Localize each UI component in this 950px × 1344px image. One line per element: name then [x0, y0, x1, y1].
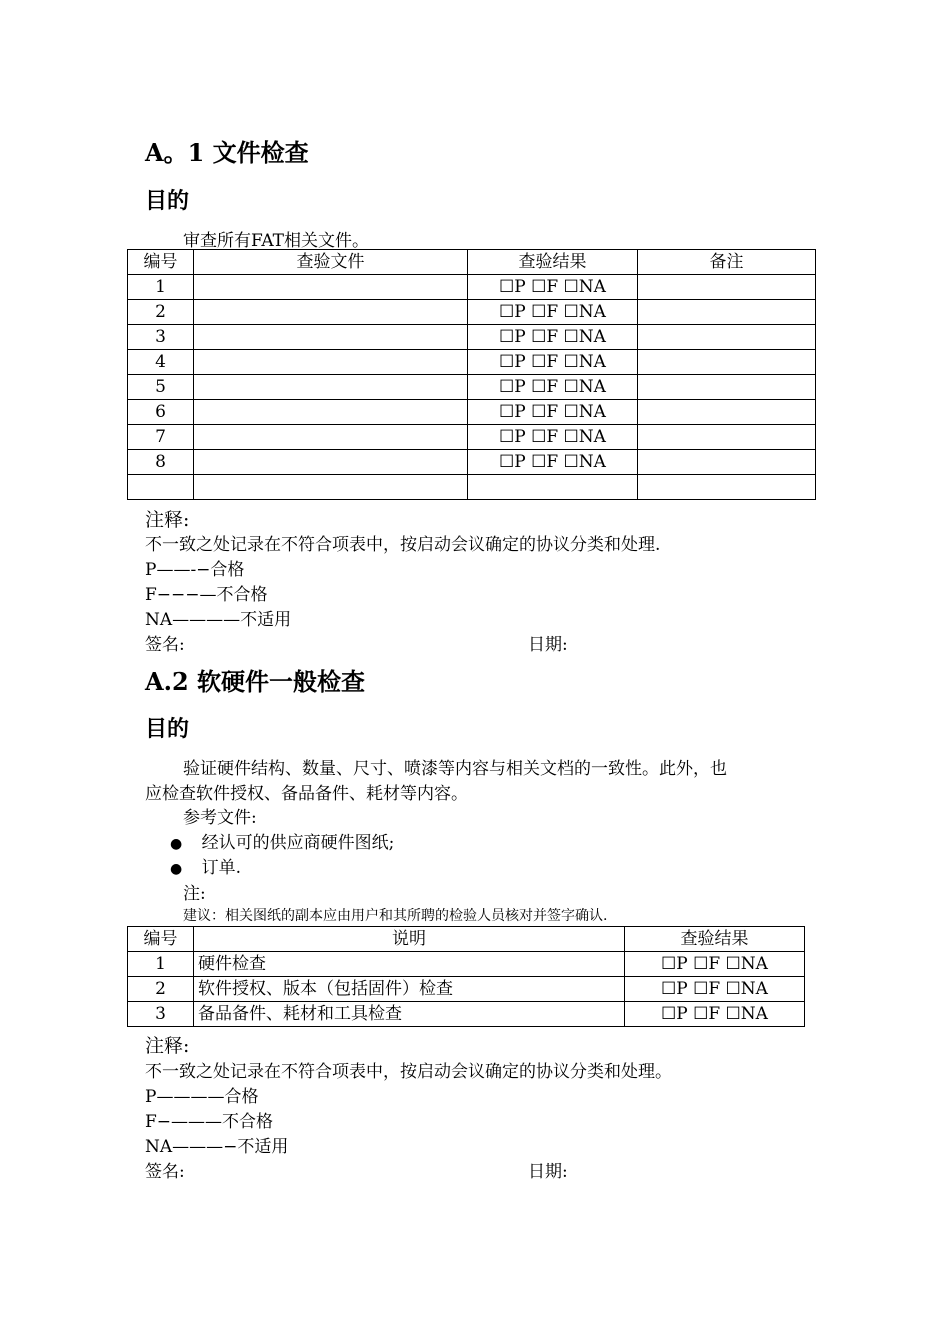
cell-remark[interactable]	[638, 325, 816, 350]
section1-notes-na: NA————不适用	[145, 610, 292, 630]
table-row	[128, 400, 816, 425]
section2-suggestion: 建议：相关图纸的副本应由用户和其所聘的检验人员核对并签字确认.	[183, 908, 608, 924]
section1-table	[127, 249, 816, 500]
section1-notes-f: F−−−—不合格	[145, 585, 268, 605]
header-doc: 查验文件	[194, 250, 468, 275]
cell-remark[interactable]	[638, 475, 816, 500]
cell-no: 3	[128, 1002, 194, 1027]
table-row	[128, 450, 816, 475]
section2-notes-na: NA———−不适用	[145, 1137, 289, 1157]
cell-no: 2	[128, 300, 194, 325]
cell-no: 1	[128, 275, 194, 300]
cell-remark[interactable]	[638, 400, 816, 425]
bullet-dot-icon: ●	[170, 836, 183, 852]
table-row	[128, 350, 816, 375]
cell-remark[interactable]	[638, 450, 816, 475]
section2-table	[127, 926, 805, 1027]
cell-result-checkboxes[interactable]: ☐P ☐F ☐NA	[468, 300, 638, 325]
section2-note-label: 注:	[183, 884, 206, 904]
cell-no: 4	[128, 350, 194, 375]
section1-notes-p: P——-−合格	[145, 560, 245, 580]
cell-no: 6	[128, 400, 194, 425]
table-row	[128, 1002, 805, 1027]
cell-result-checkboxes[interactable]: ☐P ☐F ☐NA	[468, 350, 638, 375]
bullet-item	[170, 853, 241, 878]
section2-notes-f: F−———不合格	[145, 1112, 274, 1132]
section1-date-label: 日期:	[528, 635, 568, 655]
cell-no: 1	[128, 952, 194, 977]
cell-remark[interactable]	[638, 350, 816, 375]
cell-result-checkboxes[interactable]	[468, 475, 638, 500]
cell-description: 硬件检查	[194, 952, 625, 977]
cell-document[interactable]	[194, 275, 468, 300]
cell-no: 5	[128, 375, 194, 400]
cell-result-checkboxes[interactable]: ☐P ☐F ☐NA	[468, 450, 638, 475]
header-result: 查验结果	[625, 927, 805, 952]
cell-result-checkboxes[interactable]: ☐P ☐F ☐NA	[468, 425, 638, 450]
header-desc: 说明	[194, 927, 625, 952]
header-remark: 备注	[638, 250, 816, 275]
cell-remark[interactable]	[638, 425, 816, 450]
bullet-text: 订单.	[201, 858, 242, 878]
section2-intro-line1: 验证硬件结构、数量、尺寸、喷漆等内容与相关文档的一致性。此外，也	[183, 759, 727, 779]
section1-sign-label: 签名:	[145, 635, 185, 655]
cell-result-checkboxes[interactable]: ☐P ☐F ☐NA	[468, 400, 638, 425]
cell-remark[interactable]	[638, 300, 816, 325]
cell-no: 3	[128, 325, 194, 350]
table-header-row	[128, 927, 805, 952]
bullet-item	[170, 828, 394, 853]
header-no: 编号	[128, 250, 194, 275]
cell-no: 2	[128, 977, 194, 1002]
cell-result-checkboxes[interactable]: ☐P ☐F ☐NA	[625, 952, 805, 977]
section2-purpose-label: 目的	[145, 716, 190, 742]
cell-document[interactable]	[194, 475, 468, 500]
section1-purpose-label: 目的	[145, 188, 190, 214]
cell-result-checkboxes[interactable]: ☐P ☐F ☐NA	[468, 275, 638, 300]
cell-document[interactable]	[194, 350, 468, 375]
section2-ref-label: 参考文件:	[183, 808, 257, 828]
cell-result-checkboxes[interactable]: ☐P ☐F ☐NA	[468, 375, 638, 400]
cell-no: 7	[128, 425, 194, 450]
cell-document[interactable]	[194, 325, 468, 350]
section1-heading: A。1 文件检查	[145, 138, 309, 167]
section2-date-label: 日期:	[528, 1162, 568, 1182]
bullet-text: 经认可的供应商硬件图纸;	[201, 833, 395, 853]
table-row	[128, 325, 816, 350]
cell-no: 8	[128, 450, 194, 475]
cell-description: 软件授权、版本（包括固件）检查	[194, 977, 625, 1002]
table-row	[128, 375, 816, 400]
table-row	[128, 977, 805, 1002]
cell-result-checkboxes[interactable]: ☐P ☐F ☐NA	[625, 977, 805, 1002]
cell-document[interactable]	[194, 400, 468, 425]
table-row	[128, 275, 816, 300]
section2-notes-line: 不一致之处记录在不符合项表中，按启动会议确定的协议分类和处理。	[145, 1062, 672, 1082]
cell-document[interactable]	[194, 375, 468, 400]
section1-notes-line: 不一致之处记录在不符合项表中，按启动会议确定的协议分类和处理.	[145, 535, 661, 555]
table-header-row	[128, 250, 816, 275]
cell-description: 备品备件、耗材和工具检查	[194, 1002, 625, 1027]
header-result: 查验结果	[468, 250, 638, 275]
section2-sign-label: 签名:	[145, 1162, 185, 1182]
cell-result-checkboxes[interactable]: ☐P ☐F ☐NA	[625, 1002, 805, 1027]
section2-notes-p: P————合格	[145, 1087, 259, 1107]
table-row	[128, 425, 816, 450]
cell-result-checkboxes[interactable]: ☐P ☐F ☐NA	[468, 325, 638, 350]
bullet-dot-icon: ●	[170, 861, 183, 877]
section2-notes-title: 注释:	[145, 1035, 190, 1057]
cell-remark[interactable]	[638, 375, 816, 400]
cell-document[interactable]	[194, 300, 468, 325]
cell-document[interactable]	[194, 450, 468, 475]
table-row	[128, 300, 816, 325]
table-row	[128, 475, 816, 500]
cell-no	[128, 475, 194, 500]
section2-intro-line2: 应检查软件授权、备品备件、耗材等内容。	[145, 784, 468, 804]
cell-document[interactable]	[194, 425, 468, 450]
header-no: 编号	[128, 927, 194, 952]
section1-intro: 审查所有FAT相关文件。	[183, 231, 370, 251]
section2-heading: A.2 软硬件一般检查	[145, 667, 366, 696]
cell-remark[interactable]	[638, 275, 816, 300]
section1-notes-title: 注释:	[145, 509, 190, 531]
table-row	[128, 952, 805, 977]
